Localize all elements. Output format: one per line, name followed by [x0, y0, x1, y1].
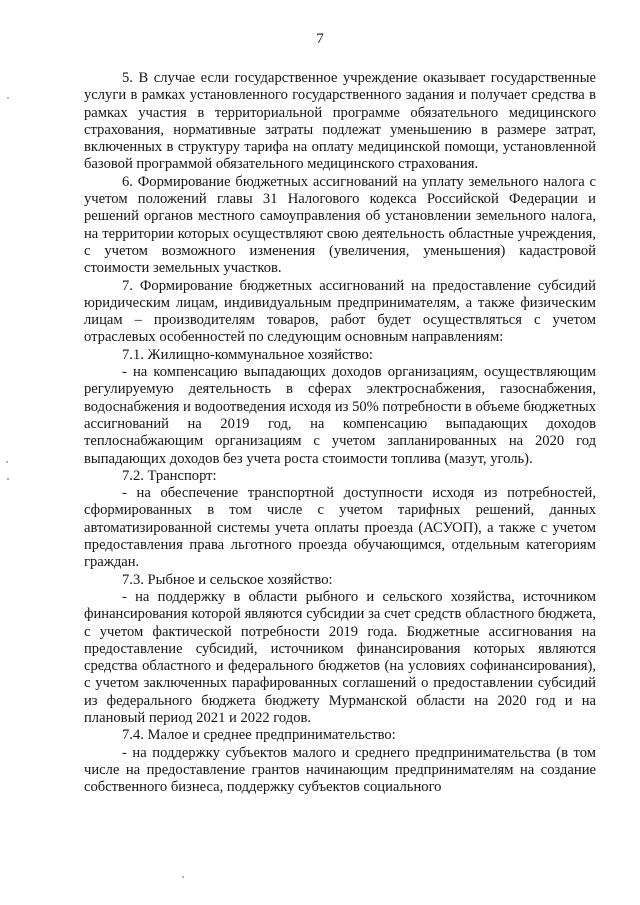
section-7-3-item: - на поддержку в области рыбного и сельского хозяйства, источником финансирования которой являются субсидии за счет средств областного бюджета, с учетом фактической потребности 2019 года. Бюджетные ассигнования на предоставление субсидий, источником финансирования которых являются средства областного и федерального бюджетов (на условиях софинансирования), с учетом заключенных парафированных соглашений о предоставлении субсидий из федерального бюджета бюджету Мурманской области на 2020 год и на плановый период 2021 и 2022 годов.	[84, 588, 596, 726]
paragraph-6: 6. Формирование бюджетных ассигнований на уплату земельного налога с учетом положений главы 31 Налогового кодекса Российской Федерации и решений органов местного самоуправления об установлении земельного налога, на территории которых осуществляют свою деятельность областные учреждения, с учетом возможного изменения (увеличения, уменьшения) кадастровой стоимости земельных участков.	[84, 173, 596, 277]
paragraph-5: 5. В случае если государственное учреждение оказывает государственные услуги в рамках установленного государственного задания и получает средства в рамках участия в территориальной программе обязательного медицинского страхования, нормативные затраты подлежат уменьшению в размере затрат, включенных в структуру тарифа на оплату медицинской помощи, установленной базовой программой обязательного медицинского страхования.	[84, 70, 596, 173]
section-7-2-heading: 7.2. Транспорт:	[122, 467, 217, 484]
document-body	[84, 70, 596, 796]
section-7-2-item: - на обеспечение транспортной доступности исходя из потребностей, сформированных в том числе с учетом тарифных решений, данных автоматизированной системы учета оплаты проезда (АСУОП), а также с учетом предоставления права льготного проезда обучающимся, отдельным категориям граждан.	[84, 485, 596, 571]
page-number: 7	[316, 31, 324, 47]
section-7-4-item: - на поддержку субъектов малого и среднего предпринимательства (в том числе на предоставление грантов начинающим предпринимателям на создание собственного бизнеса, поддержку субъектов социального	[84, 744, 596, 796]
scan-speck	[7, 478, 9, 480]
section-7-1-heading: 7.1. Жилищно-коммунальное хозяйство:	[122, 346, 373, 363]
scan-speck	[6, 461, 8, 463]
section-7-1-item: - на компенсацию выпадающих доходов организациям, осуществляющим регулируемую деятельность в сферах электроснабжения, газоснабжения, водоснабжения и водоотведения исходя из 50% потребности в объеме бюджетных ассигнований на 2019 год, на компенсацию выпадающих доходов теплоснабжающим организациям с учетом запланированных на 2020 год выпадающих доходов без учета роста стоимости топлива (мазут, уголь).	[84, 364, 596, 467]
paragraph-7: 7. Формирование бюджетных ассигнований на предоставление субсидий юридическим лицам, индивидуальным предпринимателям, а также физическим лицам – производителям товаров, работ будет осуществляться с учетом отраслевых особенностей по следующим основным направлениям:	[84, 277, 596, 346]
scan-speck	[7, 97, 9, 99]
scan-speck	[182, 876, 184, 878]
section-7-3-heading: 7.3. Рыбное и сельское хозяйство:	[122, 571, 333, 588]
section-7-4-heading: 7.4. Малое и среднее предпринимательство:	[122, 727, 396, 744]
